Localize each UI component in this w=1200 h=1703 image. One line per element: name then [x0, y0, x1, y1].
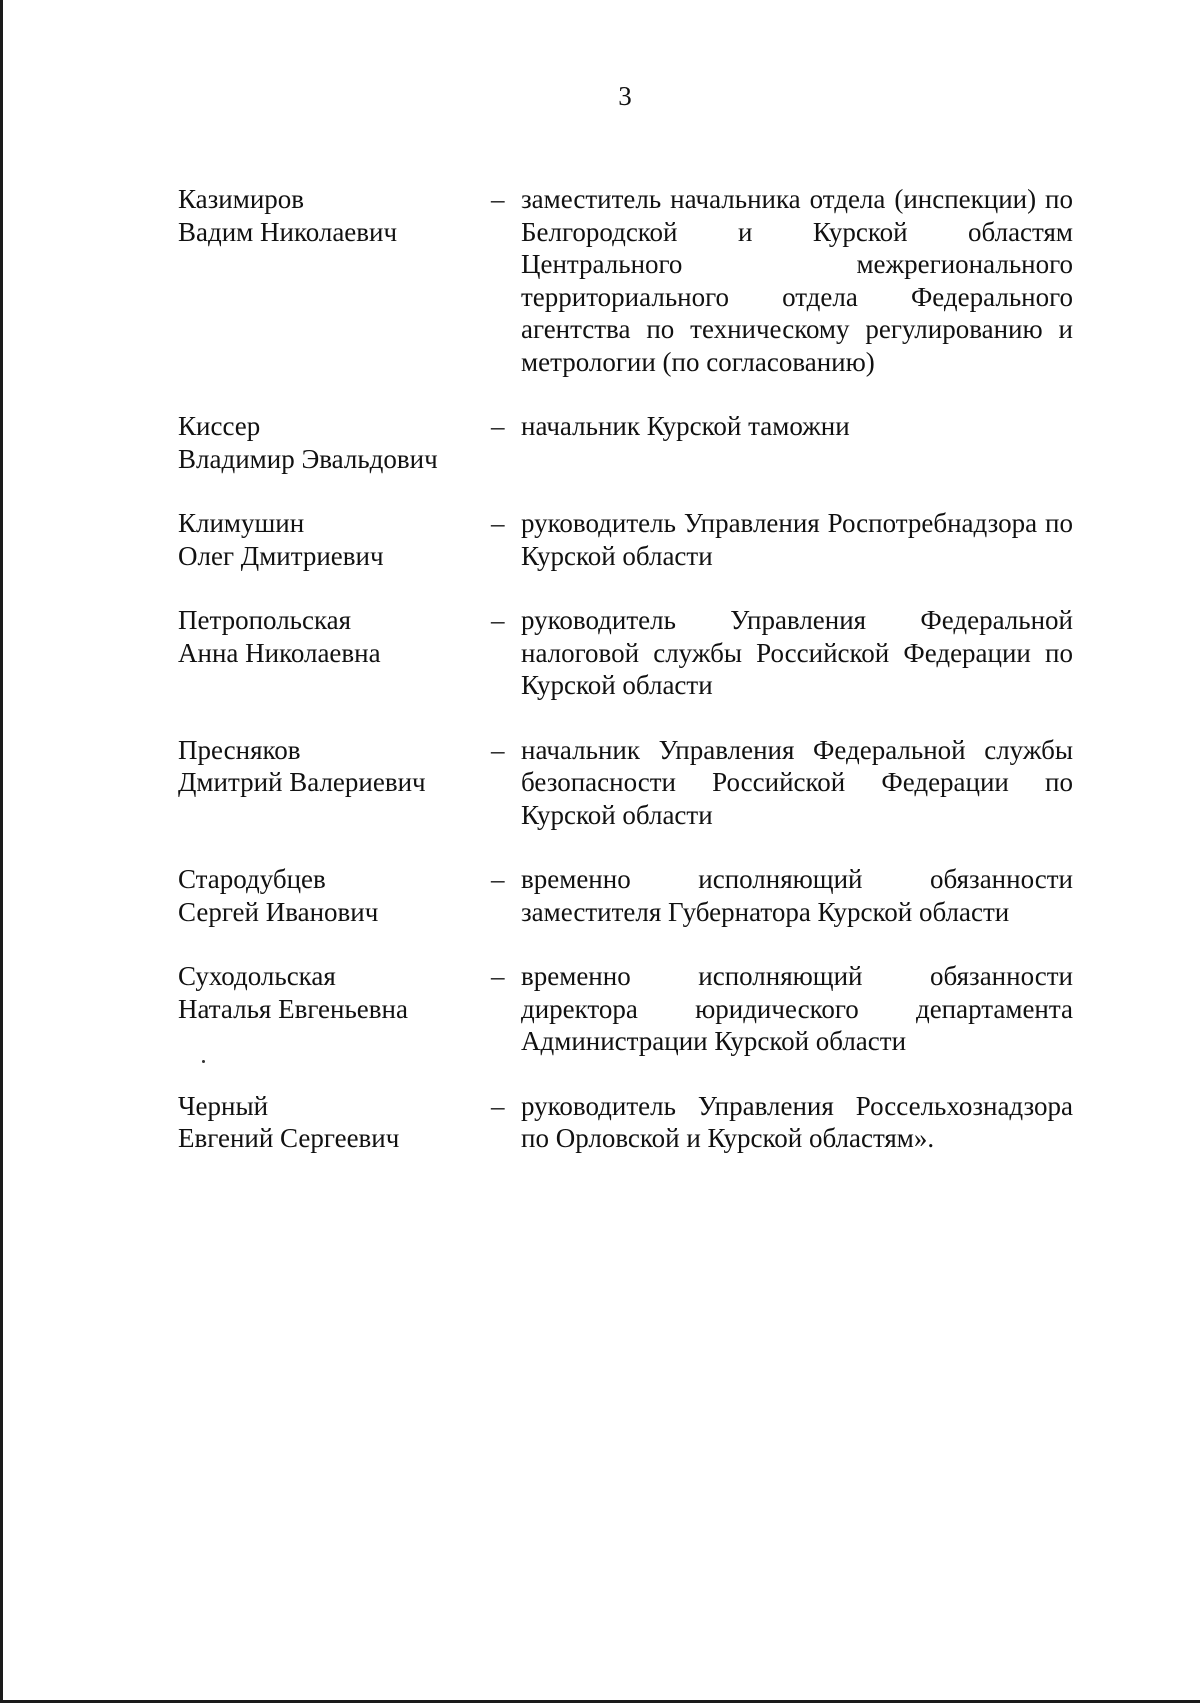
dash: –	[491, 1090, 505, 1121]
member-given-names: Вадим Николаевич	[178, 216, 398, 247]
member-given-names: Олег Дмитриевич	[178, 540, 384, 571]
dash: –	[491, 184, 505, 214]
member-surname: Петропольская	[178, 605, 352, 635]
member-surname: Климушин	[178, 508, 305, 538]
scan-edge-left	[0, 0, 3, 1703]
page-number: 3	[618, 81, 632, 111]
member-name	[178, 734, 491, 832]
member-name	[178, 507, 491, 572]
member-surname: Стародубцев	[178, 864, 326, 894]
member-surname: Суходольская	[178, 961, 336, 991]
dash: –	[491, 864, 505, 894]
member-position: начальник Управления Федеральной службы безопасности Российской Федерации по Курской области	[521, 734, 1073, 830]
list-item	[178, 410, 1073, 475]
member-position: руководитель Управления Россельхознадзора по Орловской и Курской областям».	[521, 1090, 1073, 1153]
member-position: руководитель Управления Роспотребнадзора по Курской области	[521, 508, 1073, 571]
list-item	[178, 734, 1073, 832]
list-item	[178, 507, 1073, 572]
list-item	[178, 960, 1073, 1058]
dash: –	[491, 961, 505, 991]
member-given-names: Анна Николаевна	[178, 637, 381, 668]
list-item	[178, 863, 1073, 928]
member-position: временно исполняющий обязанности директора юридического департамента Администрации Курской области	[521, 961, 1073, 1056]
members-list	[178, 183, 1073, 1155]
dash: –	[491, 508, 505, 538]
member-position: временно исполняющий обязанности заместителя Губернатора Курской области	[521, 864, 1073, 927]
scan-speck	[202, 1060, 205, 1063]
list-item	[178, 183, 1073, 378]
member-name	[178, 410, 491, 475]
member-surname: Пресняков	[178, 734, 301, 765]
member-surname: Киссер	[178, 411, 261, 441]
member-surname: Черный	[178, 1090, 269, 1121]
member-position: заместитель начальника отдела (инспекции) по Белгородской и Курской областям Центрального межрегионального территориального отдела Федерального агентства по техническому регулированию и метрологии (по согласованию)	[521, 184, 1073, 377]
list-item	[178, 604, 1073, 702]
member-position: начальник Курской таможни	[521, 411, 850, 441]
member-name	[178, 1090, 491, 1155]
dash: –	[491, 605, 505, 635]
member-given-names: Дмитрий Валериевич	[178, 767, 426, 797]
member-given-names: Наталья Евгеньевна	[178, 993, 408, 1024]
member-given-names: Сергей Иванович	[178, 896, 379, 927]
member-given-names: Владимир Эвальдович	[178, 443, 438, 474]
member-position: руководитель Управления Федеральной налоговой службы Российской Федерации по Курской области	[521, 605, 1073, 700]
member-surname: Казимиров	[178, 184, 305, 214]
member-name	[178, 604, 491, 702]
dash: –	[491, 734, 505, 765]
list-item	[178, 1090, 1073, 1155]
member-given-names: Евгений Сергеевич	[178, 1123, 400, 1153]
dash: –	[491, 411, 505, 441]
member-name	[178, 863, 491, 928]
member-name	[178, 960, 491, 1058]
member-name	[178, 183, 491, 378]
